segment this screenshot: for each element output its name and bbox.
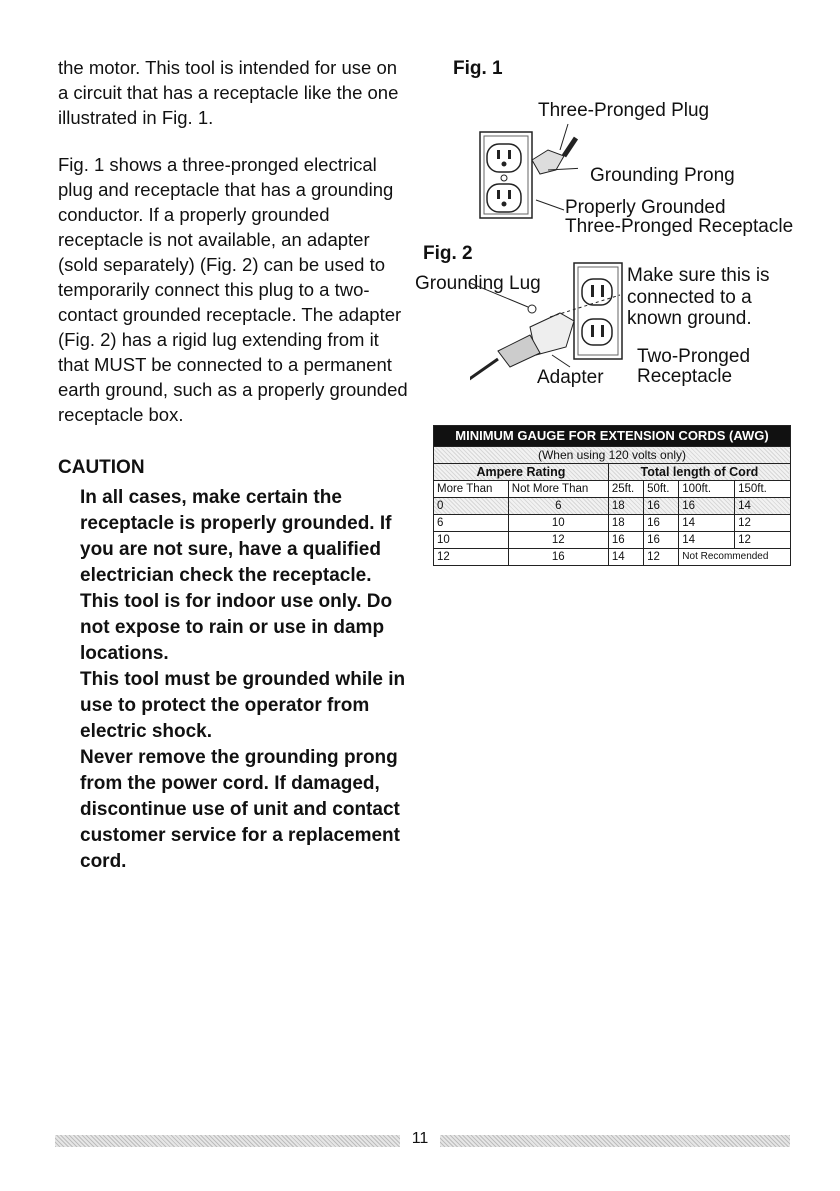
table-row [434,515,791,532]
cell-gauge: 16 [644,515,679,532]
cell-gauge: 14 [735,498,791,515]
cell-not-more-than: 10 [508,515,608,532]
fig2-note-2: connected to a [627,287,752,308]
fig1-receptacle-label: Properly Grounded [565,197,726,218]
caution-item: Never remove the grounding prong from the power cord. If damaged, discontinue use of unit and contact customer service for a replacement cord. [80,747,400,872]
cell-gauge: 12 [735,532,791,549]
table-row [434,498,791,515]
col-more-than: More Than [434,481,509,498]
cell-gauge: 16 [644,532,679,549]
cell-not-recommended: Not Recommended [679,549,791,566]
fig2-note-1: Make sure this is [627,265,770,286]
col-length: 150ft. [735,481,791,498]
caution-list [58,485,408,875]
col-length: 50ft. [644,481,679,498]
fig2-receptacle-2: Receptacle [637,366,733,387]
ampere-rating-header: Ampere Rating [434,464,609,481]
intro-paragraph: the motor. This tool is intended for use on a circuit that has a receptacle like the one illustrated in Fig. 1. [58,57,399,128]
caution-item: This tool must be grounded while in use to protect the operator from electric shock. [80,669,406,742]
fig1-outlet-illustration [478,120,578,225]
fig2-adapter-label: Adapter [537,367,604,388]
gauge-table-subtitle: (When using 120 volts only) [434,447,791,464]
cell-more-than: 0 [434,498,509,515]
fig1-label: Fig. 1 [453,58,503,79]
footer-rule-left [55,1135,400,1147]
fig2-adapter-illustration [470,255,630,388]
fig2-label: Fig. 2 [423,243,473,264]
caution-item: In all cases, make certain the receptacle is properly grounded. If you are not sure, have a qualified electrician check the receptacle. [80,487,392,586]
cell-more-than: 10 [434,532,509,549]
cell-not-more-than: 12 [508,532,608,549]
col-length: 100ft. [679,481,735,498]
fig1-prong-label: Grounding Prong [590,165,735,186]
gauge-table-title: MINIMUM GAUGE FOR EXTENSION CORDS (AWG) [434,426,791,447]
cell-gauge: 14 [679,515,735,532]
cell-gauge: 12 [644,549,679,566]
left-column [58,55,408,875]
fig2-note-3: known ground. [627,308,752,329]
cell-not-more-than: 6 [508,498,608,515]
fig2-receptacle-1: Two-Pronged [637,346,751,367]
footer-rule-right [440,1135,790,1147]
caution-heading: CAUTION [58,457,145,478]
grounding-paragraph: Fig. 1 shows a three-pronged electrical plug and receptacle that has a grounding conductor. If a properly grounded receptacle is not available, an adapter (sold separately) (Fig. 2) can be used to temporarily connect this plug to a two-contact grounded receptacle. The adapter (Fig. 2) has a rigid lug extending from it that MUST be connected to a permanent earth ground, such as a properly grounded receptacle box. [58,154,408,425]
caution-item: This tool is for indoor use only. Do not expose to rain or use in damp locations. [80,591,393,664]
cell-gauge: 12 [735,515,791,532]
cord-length-header: Total length of Cord [608,464,790,481]
col-not-more-than: Not More Than [508,481,608,498]
table-row [434,549,791,566]
cell-not-more-than: 16 [508,549,608,566]
cell-gauge: 18 [608,498,643,515]
page-number: 11 [411,1130,429,1147]
cell-gauge: 14 [608,549,643,566]
cell-gauge: 16 [608,532,643,549]
cell-more-than: 12 [434,549,509,566]
col-length: 25ft. [608,481,643,498]
cell-gauge: 18 [608,515,643,532]
cell-gauge: 14 [679,532,735,549]
cell-more-than: 6 [434,515,509,532]
extension-cord-gauge-table [433,425,791,566]
fig1-receptacle-label-2: Three-Pronged Receptacle [565,216,794,237]
cell-gauge: 16 [679,498,735,515]
table-row [434,532,791,549]
cell-gauge: 16 [644,498,679,515]
fig2-lug-label: Grounding Lug [415,273,541,294]
fig1-plug-label: Three-Pronged Plug [538,100,710,121]
